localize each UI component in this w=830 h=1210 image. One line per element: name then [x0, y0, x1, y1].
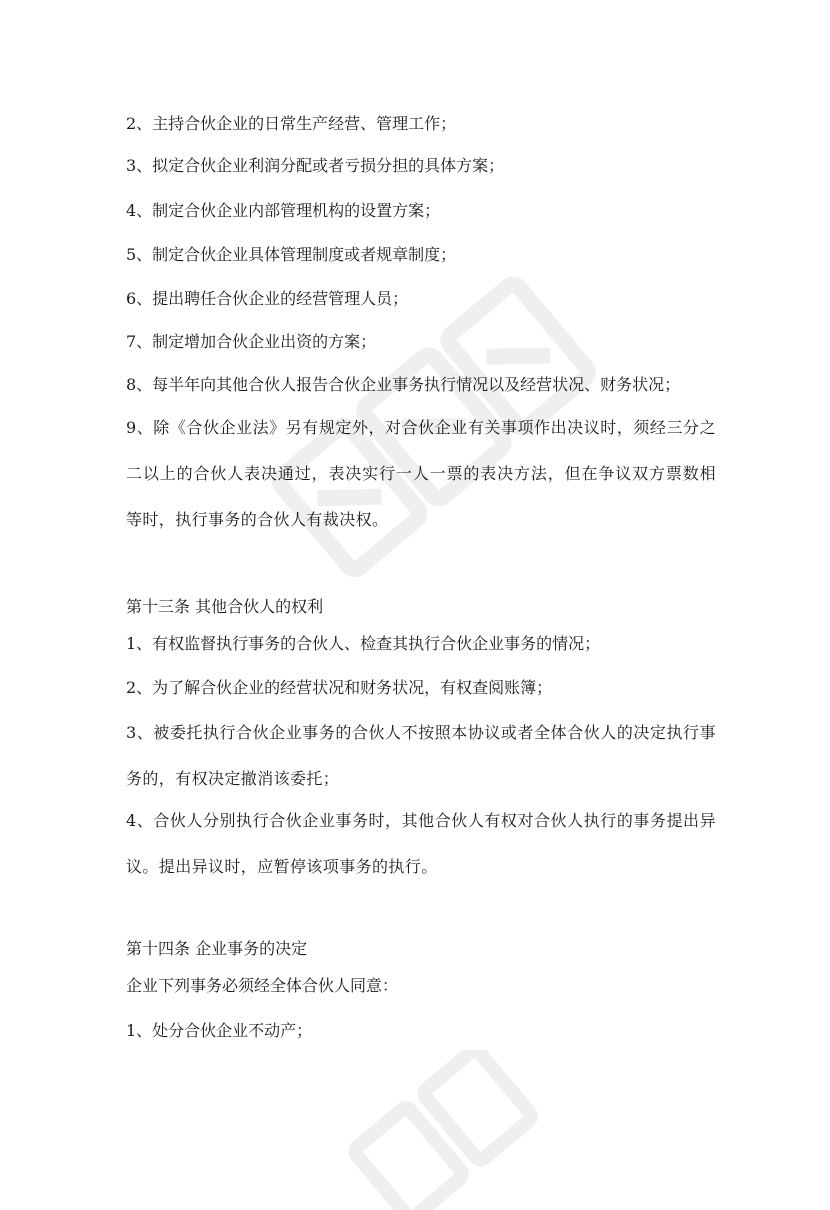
list-item: 4、制定合伙企业内部管理机构的设置方案； — [126, 201, 441, 220]
section-heading: 第十三条 其他合伙人的权利 — [126, 597, 324, 616]
list-item: 1、处分合伙企业不动产； — [126, 1021, 313, 1040]
list-item: 6、提出聘任合伙企业的经营管理人员； — [126, 289, 409, 308]
watermark-graphic-bottom — [340, 1050, 540, 1210]
list-item: 1、有权监督执行事务的合伙人、检查其执行合伙企业事务的情况； — [126, 634, 601, 653]
list-item: 4、合伙人分别执行合伙企业事务时，其他合伙人有权对合伙人执行的事务提出异议。提出异议时，应暂停该项事务的执行。 — [126, 811, 716, 876]
list-item: 9、除《合伙企业法》另有规定外，对合伙企业有关事项作出决议时，须经三分之二以上的合伙人表决通过，表决实行一人一票的表决方法，但在争议双方票数相等时，执行事务的合伙人有裁决权。 — [126, 418, 716, 529]
list-item: 3、拟定合伙企业利润分配或者亏损分担的具体方案； — [126, 156, 505, 175]
list-item: 7、制定增加合伙企业出资的方案； — [126, 332, 377, 351]
paragraph: 企业下列事务必须经全体合伙人同意： — [126, 976, 399, 995]
section-heading: 第十四条 企业事务的决定 — [126, 939, 308, 958]
list-item: 3、被委托执行合伙企业事务的合伙人不按照本协议或者全体合伙人的决定执行事务的，有权决定撤消该委托； — [126, 723, 716, 788]
list-item: 2、为了解合伙企业的经营状况和财务状况，有权查阅账簿； — [126, 678, 553, 697]
list-item: 5、制定合伙企业具体管理制度或者规章制度； — [126, 245, 457, 264]
list-item: 8、每半年向其他合伙人报告合伙企业事务执行情况以及经营状况、财务状况； — [126, 375, 681, 394]
list-item: 2、主持合伙企业的日常生产经营、管理工作； — [126, 114, 457, 133]
